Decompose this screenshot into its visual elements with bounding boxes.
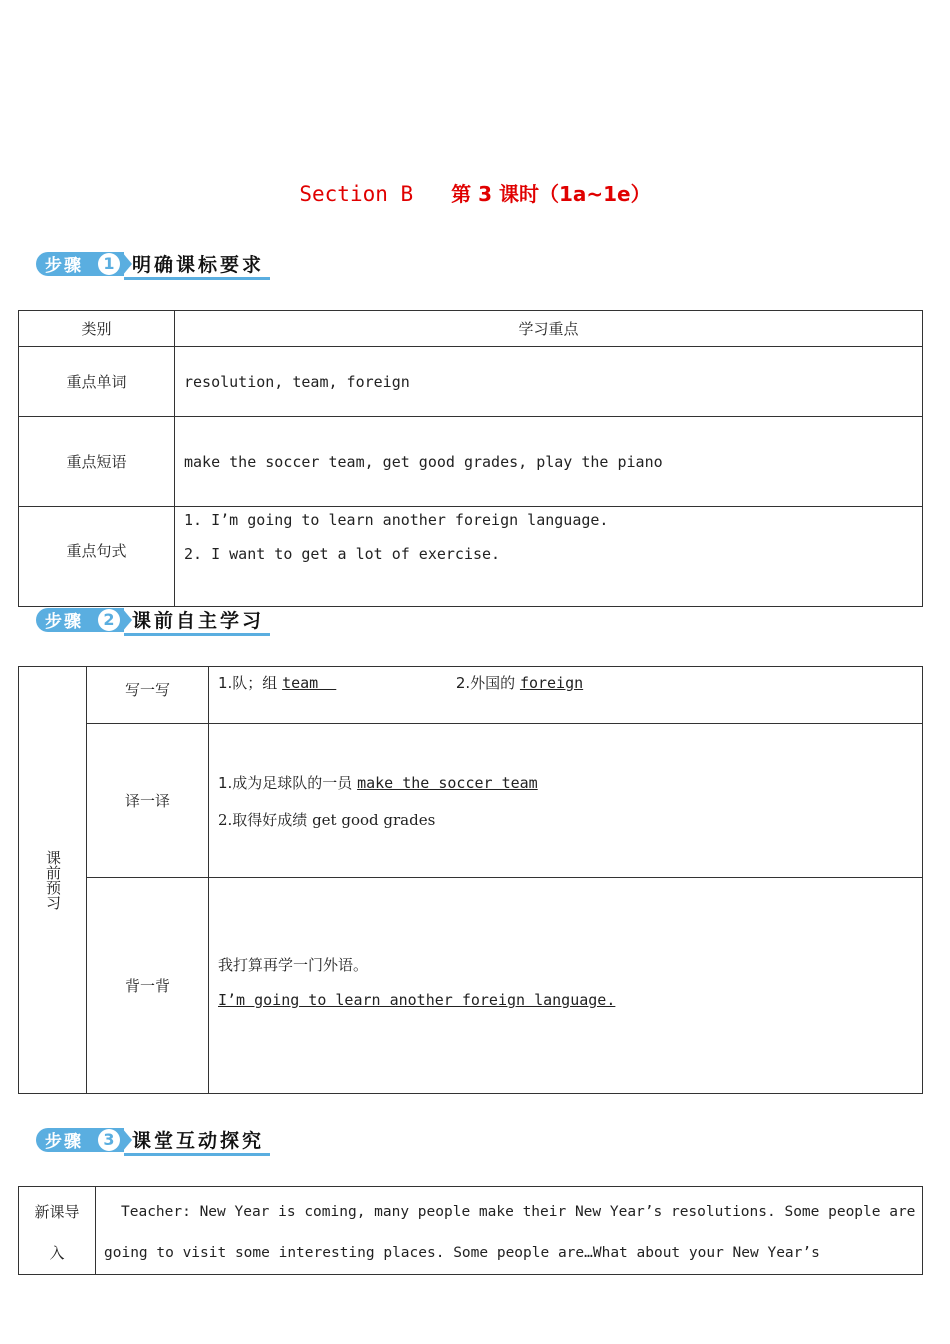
step-underline xyxy=(124,633,270,636)
table-header-row xyxy=(19,311,923,347)
title-cn: 第 3 课时（1a~1e） xyxy=(451,182,651,206)
step-pill-text: 步骤 xyxy=(45,1132,83,1152)
step-pill-text: 步骤 xyxy=(45,256,83,276)
intro-table xyxy=(18,1186,923,1275)
row-content: make the soccer team, get good grades, play the piano xyxy=(175,417,923,507)
key-points-table xyxy=(18,310,923,607)
table-row xyxy=(19,417,923,507)
write-label: 写一写 xyxy=(87,667,209,724)
write-answer-2: foreign xyxy=(519,674,584,692)
translate-line-1 xyxy=(218,772,922,793)
step-1-banner xyxy=(36,250,270,280)
step-arrow-icon xyxy=(122,252,132,276)
intro-label-line-2: 入 xyxy=(49,1244,65,1262)
write-prompt-1: 1.队；组 xyxy=(218,674,283,692)
row-content xyxy=(175,507,923,607)
step-underline xyxy=(124,1153,270,1156)
step-label: 课前自主学习 xyxy=(132,610,265,632)
step-number-badge: 3 xyxy=(98,1129,120,1151)
page-title xyxy=(0,178,950,207)
intro-content xyxy=(96,1187,923,1275)
header-category: 类别 xyxy=(19,311,175,347)
recite-label: 背一背 xyxy=(87,878,209,1094)
side-label-cell xyxy=(19,667,87,1094)
write-prompt-2: 2.外国的 xyxy=(455,674,520,692)
sentence-2: 2. I want to get a lot of exercise. xyxy=(184,545,501,563)
step-number-badge: 2 xyxy=(98,609,120,631)
write-content xyxy=(209,667,923,724)
step-label: 课堂互动探究 xyxy=(132,1130,265,1152)
row-category: 重点短语 xyxy=(19,417,175,507)
step-underline xyxy=(124,277,270,280)
table-row xyxy=(19,1187,923,1275)
translate-prompt-1: 1.成为足球队的一员 xyxy=(218,773,358,792)
table-row xyxy=(19,507,923,607)
recite-chinese: 我打算再学一门外语。 xyxy=(218,956,369,974)
recite-content xyxy=(209,878,923,1094)
step-number-badge: 1 xyxy=(98,253,120,275)
translate-answer-1: make the soccer team xyxy=(357,773,538,792)
table-row xyxy=(19,667,923,724)
write-answer-1: team xyxy=(282,674,337,692)
table-row xyxy=(19,878,923,1094)
header-focus: 学习重点 xyxy=(175,311,923,347)
recite-english: I’m going to learn another foreign language. xyxy=(218,991,616,1009)
row-content: resolution, team, foreign xyxy=(175,347,923,417)
step-2-banner xyxy=(36,606,270,636)
sentence-1: 1. I’m going to learn another foreign language. xyxy=(184,511,609,529)
row-category: 重点句式 xyxy=(19,507,175,607)
intro-label xyxy=(19,1187,96,1275)
step-label: 明确课标要求 xyxy=(132,254,265,276)
translate-label: 译一译 xyxy=(87,724,209,878)
title-en: Section B xyxy=(299,182,414,206)
intro-line-1: Teacher: New Year is coming, many people make their New Year’s resolutions. Some people are xyxy=(121,1204,916,1220)
step-3-banner xyxy=(36,1126,270,1156)
table-row xyxy=(19,347,923,417)
translate-content xyxy=(209,724,923,878)
intro-label-line-1: 新课导 xyxy=(34,1203,80,1221)
translate-line-2: 2.取得好成绩 get good grades xyxy=(218,810,436,829)
side-label: 课前预习 xyxy=(44,850,62,910)
intro-line-2: going to visit some interesting places. Some people are…What about your New Year’s xyxy=(104,1245,820,1261)
step-arrow-icon xyxy=(122,608,132,632)
row-category: 重点单词 xyxy=(19,347,175,417)
step-pill-text: 步骤 xyxy=(45,612,83,632)
step-arrow-icon xyxy=(122,1128,132,1152)
preview-table xyxy=(18,666,923,1094)
table-row xyxy=(19,724,923,878)
